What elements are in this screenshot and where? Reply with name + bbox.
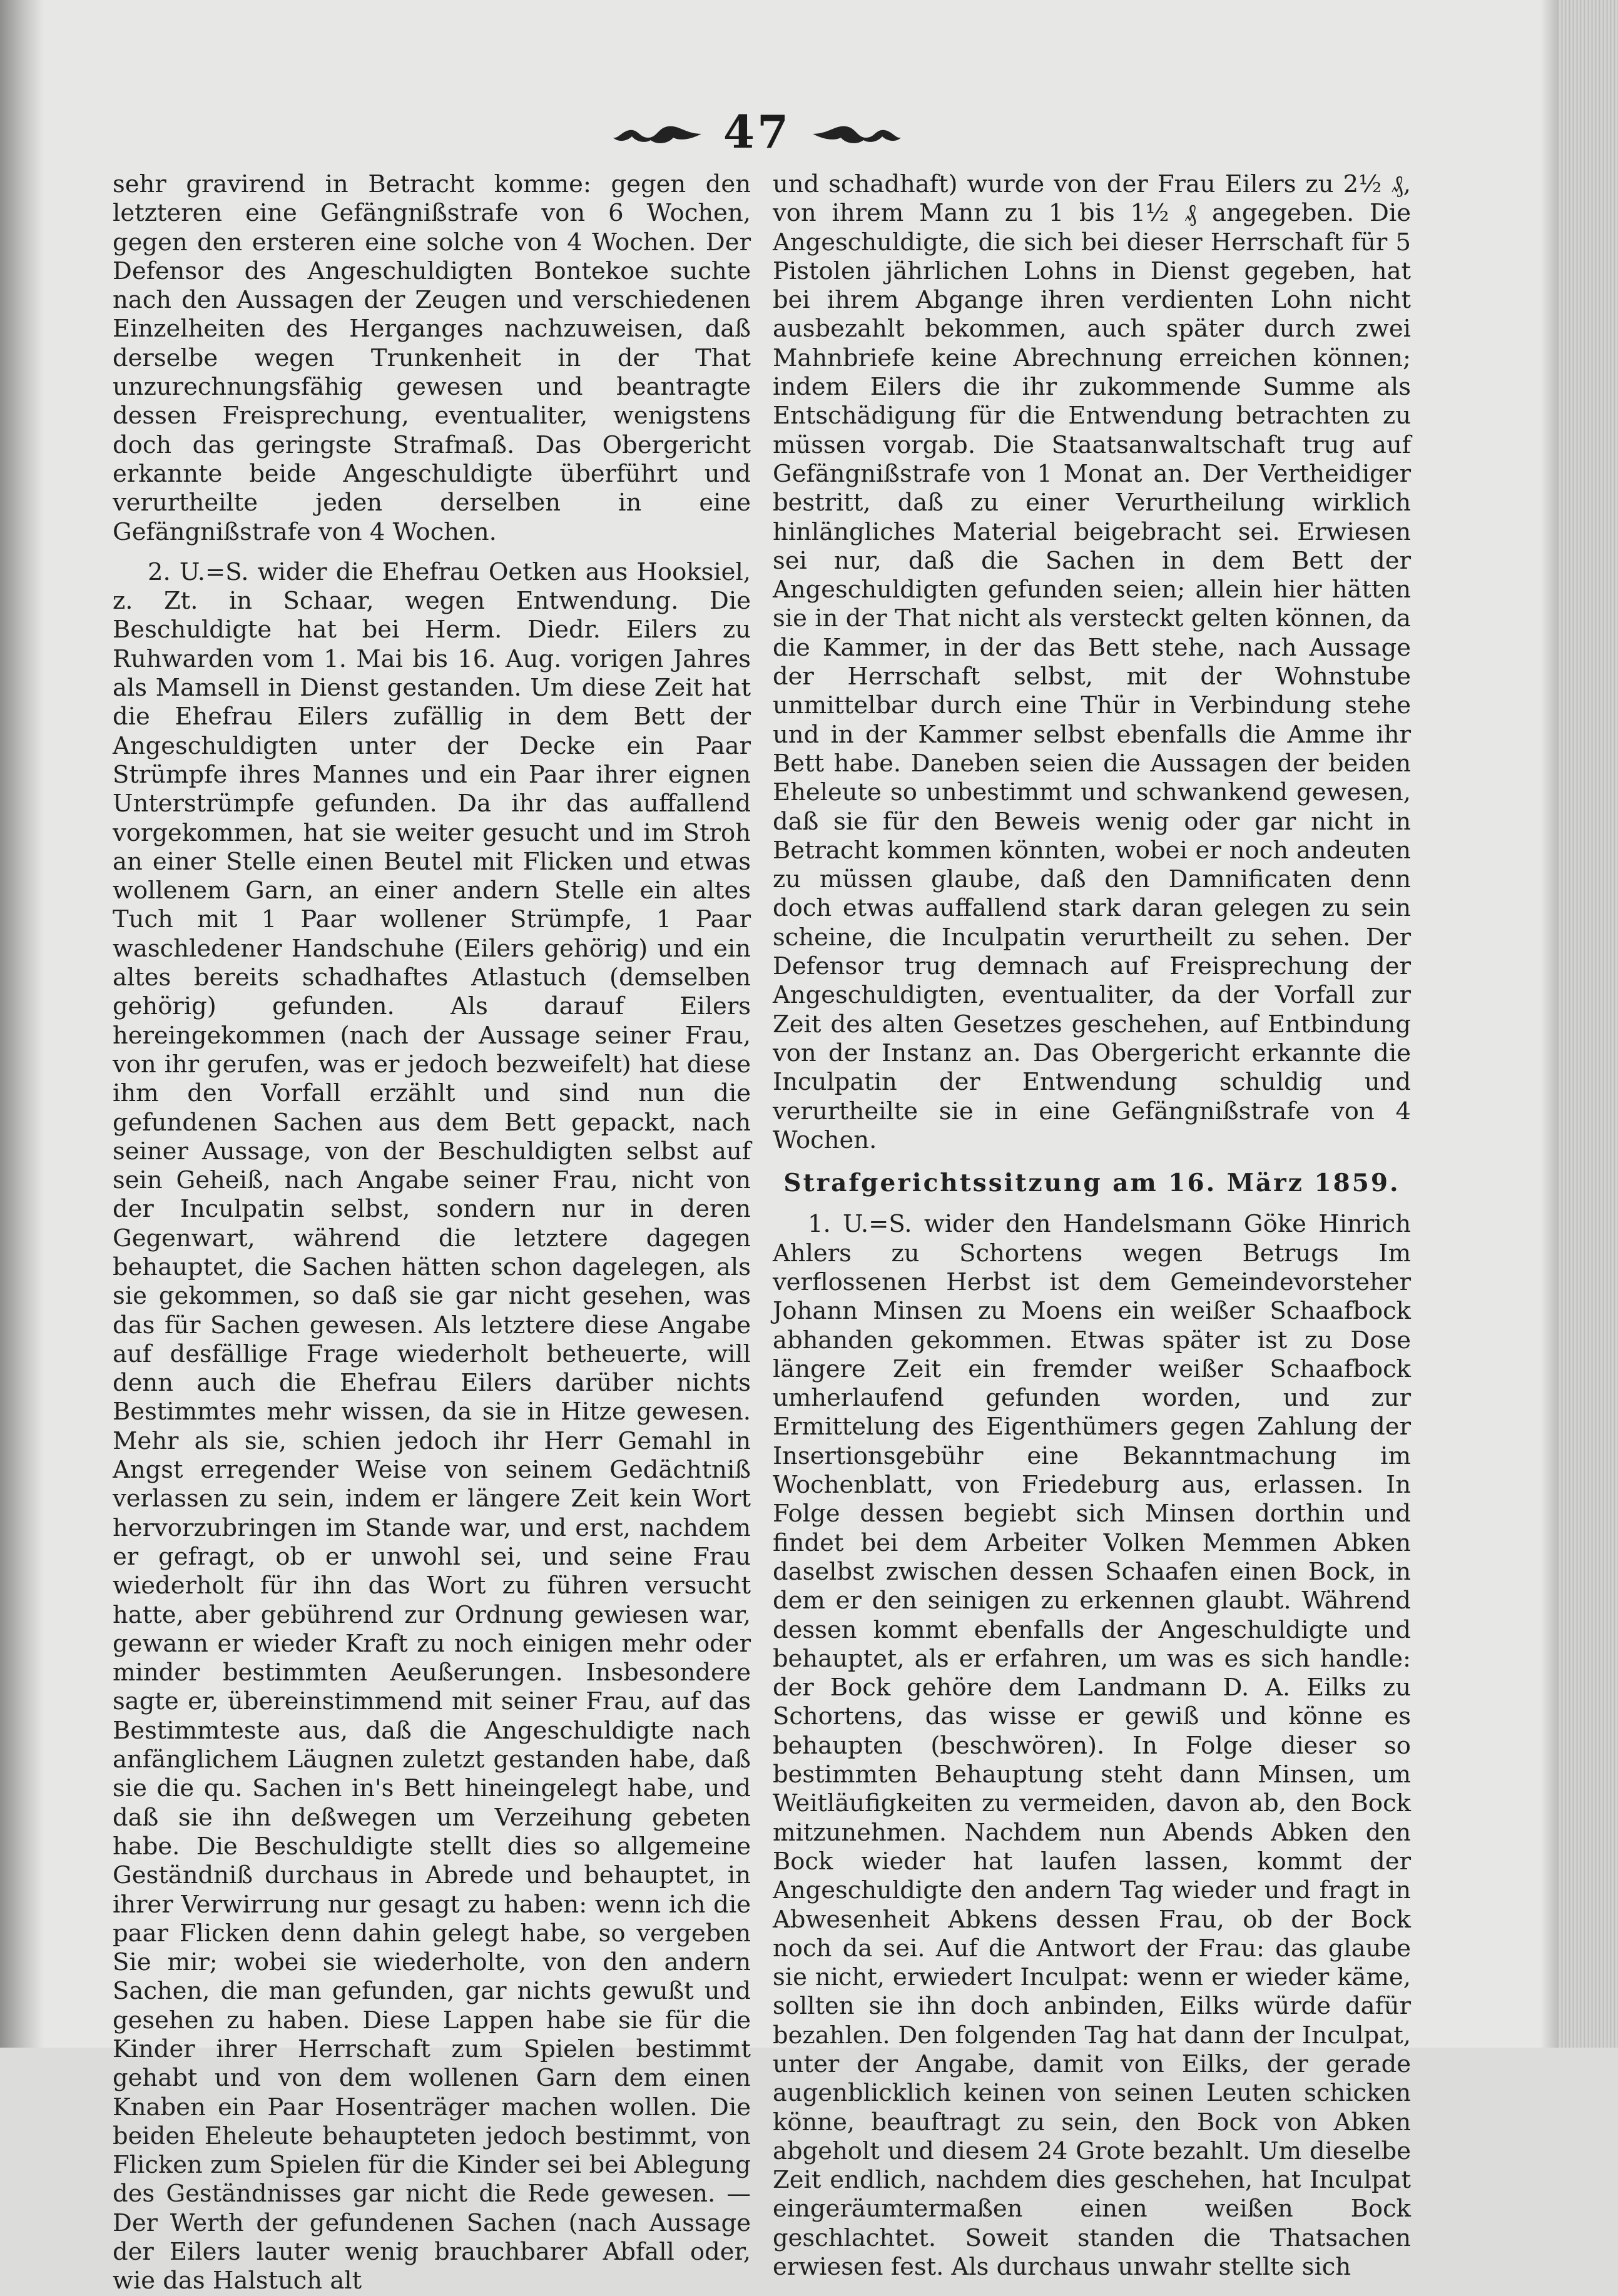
book-spine-shadow (0, 0, 44, 2048)
section-heading: Strafgerichtssitzung am 16. März 1859. (783, 1169, 1400, 1198)
page-stack-edge (1558, 0, 1618, 2048)
left-paragraph-continuation: sehr gravirend in Betracht komme: gegen den letzteren eine Gefängnißstrafe von 6 Wochen, gegen den ersteren eine solche von 4 Wochen. Der Defensor des Angeschuldigten Bontekoe suchte nach den Aussagen der Zeugen und verschiedenen Einzelheiten des Herganges nachzuweisen, daß derselbe wegen Trunkenheit in der That unzurechnungsfähig gewesen und beantragte dessen Freisprechung, eventualiter, wenigstens doch das geringste Strafmaß. Das Obergericht erkannte beide Angeschuldigte überführt und verurtheilte jeden derselben in eine Gefängnißstrafe von 4 Wochen. (113, 170, 751, 546)
case-1-paragraph: 1. U.=S. wider den Handelsmann Göke Hinrich Ahlers zu Schortens wegen Betrugs Im verflossenen Herbst ist dem Gemeindevorsteher Johann Minsen zu Moens ein weißer Schaafbock abhanden gekommen. Etwas später ist zu Dose längere Zeit ein fremder weißer Schaafbock umherlaufend gefunden worden, und zur Ermittelung des Eigenthümers gegen Zahlung der Insertionsgebühr eine Bekanntmachung im Wochenblatt, von Friedeburg aus, erlassen. In Folge dessen begiebt sich Minsen dorthin und findet bei dem Arbeiter Volken Memmen Abken daselbst zwischen dessen Schaafen einen Bock, in dem er den seinigen zu erkennen glaubt. Während dessen kommt ebenfalls der Angeschuldigte und behauptet, als er erfahren, um was es sich handle: der Bock gehöre dem Landmann D. A. Eilks zu Schortens, das wisse er gewiß und könne es behaupten (beschwören). In Folge dieser so bestimmten Behauptung steht dann Minsen, um Weitläufigkeiten zu vermeiden, davon ab, den Bock mitzunehmen. Nachdem nun Abends Abken den Bock wieder hat laufen lassen, kommt der Angeschuldigte den andern Tag wieder und fragt in Abwesenheit Abkens dessen Frau, ob der Bock noch da sei. Auf die Antwort der Frau: das glaube sie nicht, erwiedert Inculpat: wenn er wieder käme, sollten sie ihn doch anbinden, Eilks würde dafür bezahlen. Den folgenden Tag hat dann der Inculpat, unter der Angabe, damit von Eilks, der gerade augenblicklich keinen von seinen Leuten schicken könne, beauftragt zu sein, den Bock von Abken abgeholt und diesem 24 Grote bezahlt. Um dieselbe Zeit endlich, nachdem dies geschehen, hat Inculpat eingeräumtermaßen einen weißen Bock geschlachtet. Soweit standen die Thatsachen erwiesen fest. Als durchaus unwahr stellte sich (773, 1210, 1411, 2282)
right-column (773, 170, 1411, 2282)
case-2-paragraph: 2. U.=S. wider die Ehefrau Oetken aus Hooksiel, z. Zt. in Schaar, wegen Entwendung. Die Beschuldigte hat bei Herm. Diedr. Eilers zu Ruhwarden vom 1. Mai bis 16. Aug. vorigen Jahres als Mamsell in Dienst gestanden. Um diese Zeit hat die Ehefrau Eilers zufällig in dem Bett der Angeschuldigten unter der Decke ein Paar Strümpfe ihres Mannes und ein Paar ihrer eignen Unterstrümpfe gefunden. Da ihr das auffallend vorgekommen, hat sie weiter gesucht und im Stroh an einer Stelle einen Beutel mit Flicken und etwas wollenem Garn, an einer andern Stelle ein altes Tuch mit 1 Paar wollener Strümpfe, 1 Paar waschledener Handschuhe (Eilers gehörig) und ein altes bereits schadhaftes Atlastuch (demselben gehörig) gefunden. Als darauf Eilers hereingekommen (nach der Aussage seiner Frau, von ihr gerufen, was er jedoch bezweifelt) hat diese ihm den Vorfall erzählt und sind nun die gefundenen Sachen aus dem Bett gepackt, nach seiner Aussage, von der Beschuldigten selbst auf sein Geheiß, nach Angabe seiner Frau, nicht von der Inculpatin selbst, sondern nur in deren Gegenwart, während die letztere dagegen behauptet, die Sachen hätten schon dagelegen, als sie gekommen, so daß sie gar nicht gesehen, was das für Sachen gewesen. Als letztere diese Angabe auf desfällige Frage wiederholt betheuerte, will denn auch die Ehefrau Eilers darüber nichts Bestimmtes mehr wissen, da sie in Hitze gewesen. Mehr als sie, schien jedoch ihr Herr Gemahl in Angst erregender Weise von seinem Gedächtniß verlassen zu sein, indem er längere Zeit kein Wort hervorzubringen im Stande war, und erst, nachdem er gefragt, ob er unwohl sei, und seine Frau wiederholt für ihn das Wort zu führen versucht hatte, aber gebührend zur Ordnung gewiesen war, gewann er wieder Kraft zu noch einigen mehr oder minder bestimmten Aeußerungen. Insbesondere sagte er, übereinstimmend mit seiner Frau, auf das Bestimmteste aus, daß die Angeschuldigte nach anfänglichem Läugnen zuletzt gestanden habe, daß sie die qu. Sachen in's Bett hineingelegt habe, und daß sie ihn deßwegen um Verzeihung gebeten habe. Die Beschuldigte stellt dies so allgemeine Geständniß durchaus in Abrede und behauptet, in ihrer Verwirrung nur gesagt zu haben: wenn ich die paar Flicken denn dahin gelegt habe, so vergeben Sie mir; wobei sie wiederholte, von den andern Sachen, die man gefunden, gar nichts gewußt und gesehen zu haben. Diese Lappen habe sie für die Kinder ihrer Herrschaft zum Spielen bestimmt gehabt und von dem wollenen Garn dem einen Knaben ein Paar Hosenträger machen wollen. Die beiden Eheleute behaupteten jedoch bestimmt, von Flicken zum Spielen für die Kinder sei bei Ablegung des Geständnisses gar nicht die Rede gewesen. — Der Werth der gefundenen Sachen (nach Aussage der Eilers lauter wenig brauchbarer Abfall oder, wie das Halstuch alt (113, 557, 751, 2295)
scroll-ornament-right-icon (810, 113, 903, 150)
page-edge-shadow (1540, 0, 1558, 2048)
page-header (613, 94, 901, 169)
right-paragraph-continuation: und schadhaft) wurde von der Frau Eilers zu 2½ ₰, von ihrem Mann zu 1 bis 1½ ₰ angegeben. Die Angeschuldigte, die sich bei dieser Herrschaft für 5 Pistolen jährlichen Lohns in Dienst gegeben, hat bei ihrem Abgange ihren verdienten Lohn nicht ausbezahlt bekommen, auch später durch zwei Mahnbriefe keine Abrechnung erreichen können; indem Eilers die ihr zukommende Summe als Entschädigung für die Entwendung betrachten zu müssen vorgab. Die Staatsanwaltschaft trug auf Gefängnißstrafe von 1 Monat an. Der Vertheidiger bestritt, daß zu einer Verurtheilung wirklich hinlängliches Material beigebracht sei. Erwiesen sei nur, daß die Sachen in dem Bett der Angeschuldigten gefunden seien; allein hier hätten sie in der That nicht als versteckt gelten können, da die Kammer, in der das Bett stehe, nach Aussage der Herrschaft selbst, mit der Wohnstube unmittelbar durch eine Thür in Verbindung stehe und in der Kammer selbst ebenfalls die Amme ihr Bett habe. Daneben seien die Aussagen der beiden Eheleute so unbestimmt und schwankend gewesen, daß sie für den Beweis wenig oder gar nicht in Betracht kommen könnten, wobei er noch andeuten zu müssen glaube, daß den Damnificaten denn doch etwas auffallend stark daran gelegen zu sein scheine, die Inculpatin verurtheilt zu sehen. Der Defensor trug demnach auf Freisprechung der Angeschuldigten, eventualiter, da der Vorfall zur Zeit des alten Gesetzes geschehen, auf Entbindung von der Instanz an. Das Obergericht erkannte die Inculpatin der Entwendung schuldig und verurtheilte sie in eine Gefängnißstrafe von 4 Wochen. (773, 170, 1411, 1154)
scroll-ornament-left-icon (611, 113, 705, 150)
page-number: 47 (723, 104, 791, 158)
left-column (113, 170, 751, 2295)
